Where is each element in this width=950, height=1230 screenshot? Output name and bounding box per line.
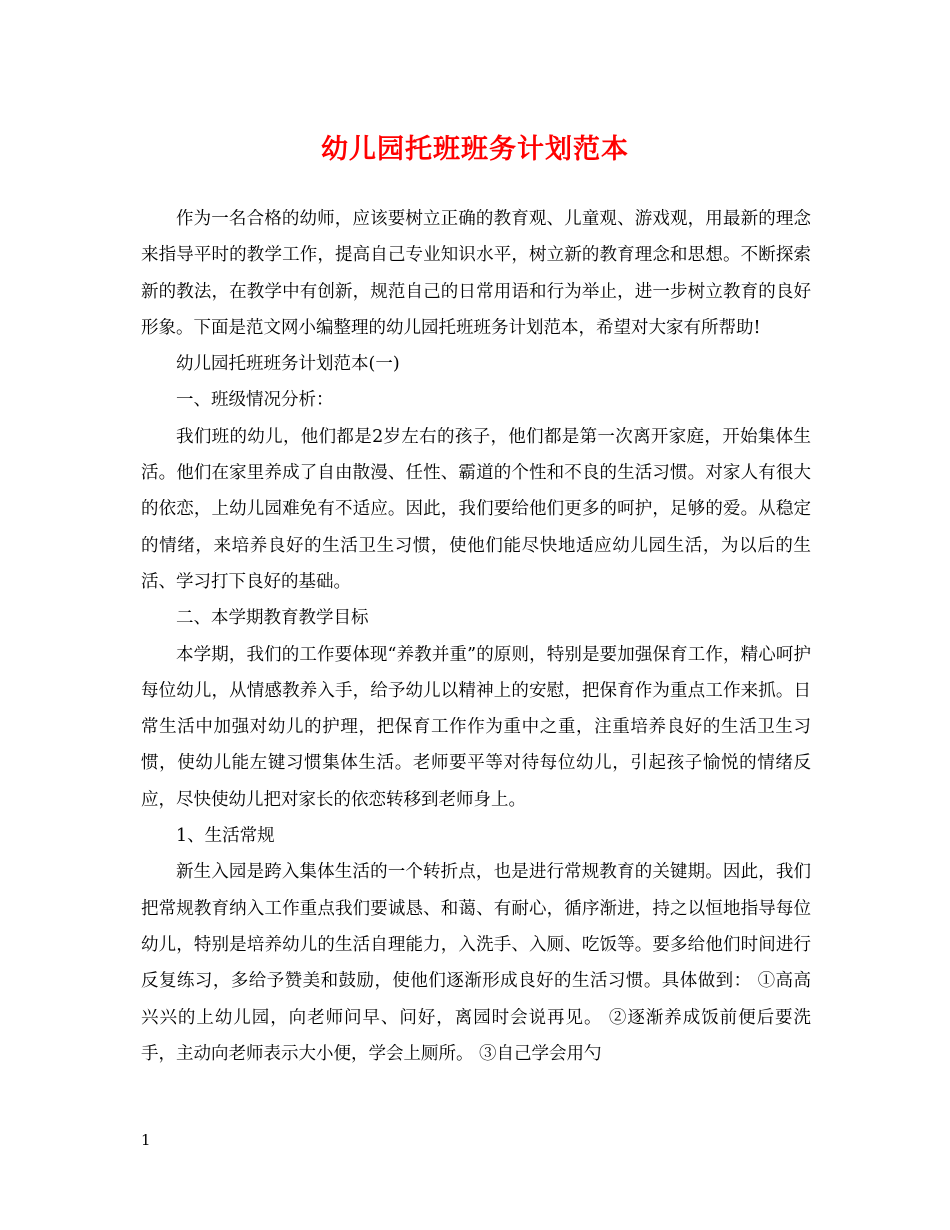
- section-heading-daily-routine: 1、生活常规: [176, 826, 275, 847]
- body-paragraph-semester-goals: 本学期，我们的工作要体现“养教并重”的原则，特别是要加强保育工作，精心呵护每位幼儿，从情感教养入手，给予幼儿以精神上的安慰，把保育作为重点工作来抓。日常生活中加强对幼儿的护理，把保育工作作为重中之重，注重培养良好的生活卫生习惯，使幼儿能左键习惯集体生活。老师要平等对待每位幼儿，引起孩子愉悦的情绪反应，尽快使幼儿把对家长的依恋转移到老师身上。: [141, 644, 811, 810]
- document-body: [141, 201, 811, 1072]
- section-heading-plan-one: 幼儿园托班班务计划范本(一): [176, 354, 400, 375]
- section-heading-semester-goals: 二、本学期教育教学目标: [176, 608, 369, 629]
- body-paragraph-intro: 作为一名合格的幼师，应该要树立正确的教育观、儿童观、游戏观，用最新的理念来指导平时的教学工作，提高自己专业知识水平，树立新的教育理念和思想。不断探索新的教法，在教学中有创新，规范自己的日常用语和行为举止，进一步树立教育的良好形象。下面是范文网小编整理的幼儿园托班班务计划范本，希望对大家有所帮助!: [141, 209, 811, 338]
- body-paragraph-daily-routine: 新生入园是跨入集体生活的一个转折点，也是进行常规教育的关键期。因此，我们把常规教育纳入工作重点我们要诚恳、和蔼、有耐心，循序渐进，持之以恒地指导每位幼儿，特别是培养幼儿的生活自理能力，入洗手、入厕、吃饭等。要多给他们时间进行反复练习，多给予赞美和鼓励，使他们逐渐形成良好的生活习惯。具体做到： ①高高兴兴的上幼儿园，向老师问早、问好，离园时会说再见。 ②逐渐养成饭前便后要洗手，主动向老师表示大小便，学会上厕所。 ③自己学会用勺: [141, 862, 811, 1064]
- page-number: 1: [141, 1131, 151, 1149]
- document-title: 幼儿园托班班务计划范本: [321, 134, 629, 165]
- section-heading-class-analysis: 一、班级情况分析：: [176, 390, 334, 411]
- body-paragraph-class-analysis: 我们班的幼儿，他们都是2岁左右的孩子，他们都是第一次离开家庭，开始集体生活。他们在家里养成了自由散漫、任性、霸道的个性和不良的生活习惯。对家人有很大的依恋，上幼儿园难免有不适应。因此，我们要给他们更多的呵护，足够的爱。从稳定的情绪，来培养良好的生活卫生习惯，使他们能尽快地适应幼儿园生活，为以后的生活、学习打下良好的基础。: [141, 426, 811, 592]
